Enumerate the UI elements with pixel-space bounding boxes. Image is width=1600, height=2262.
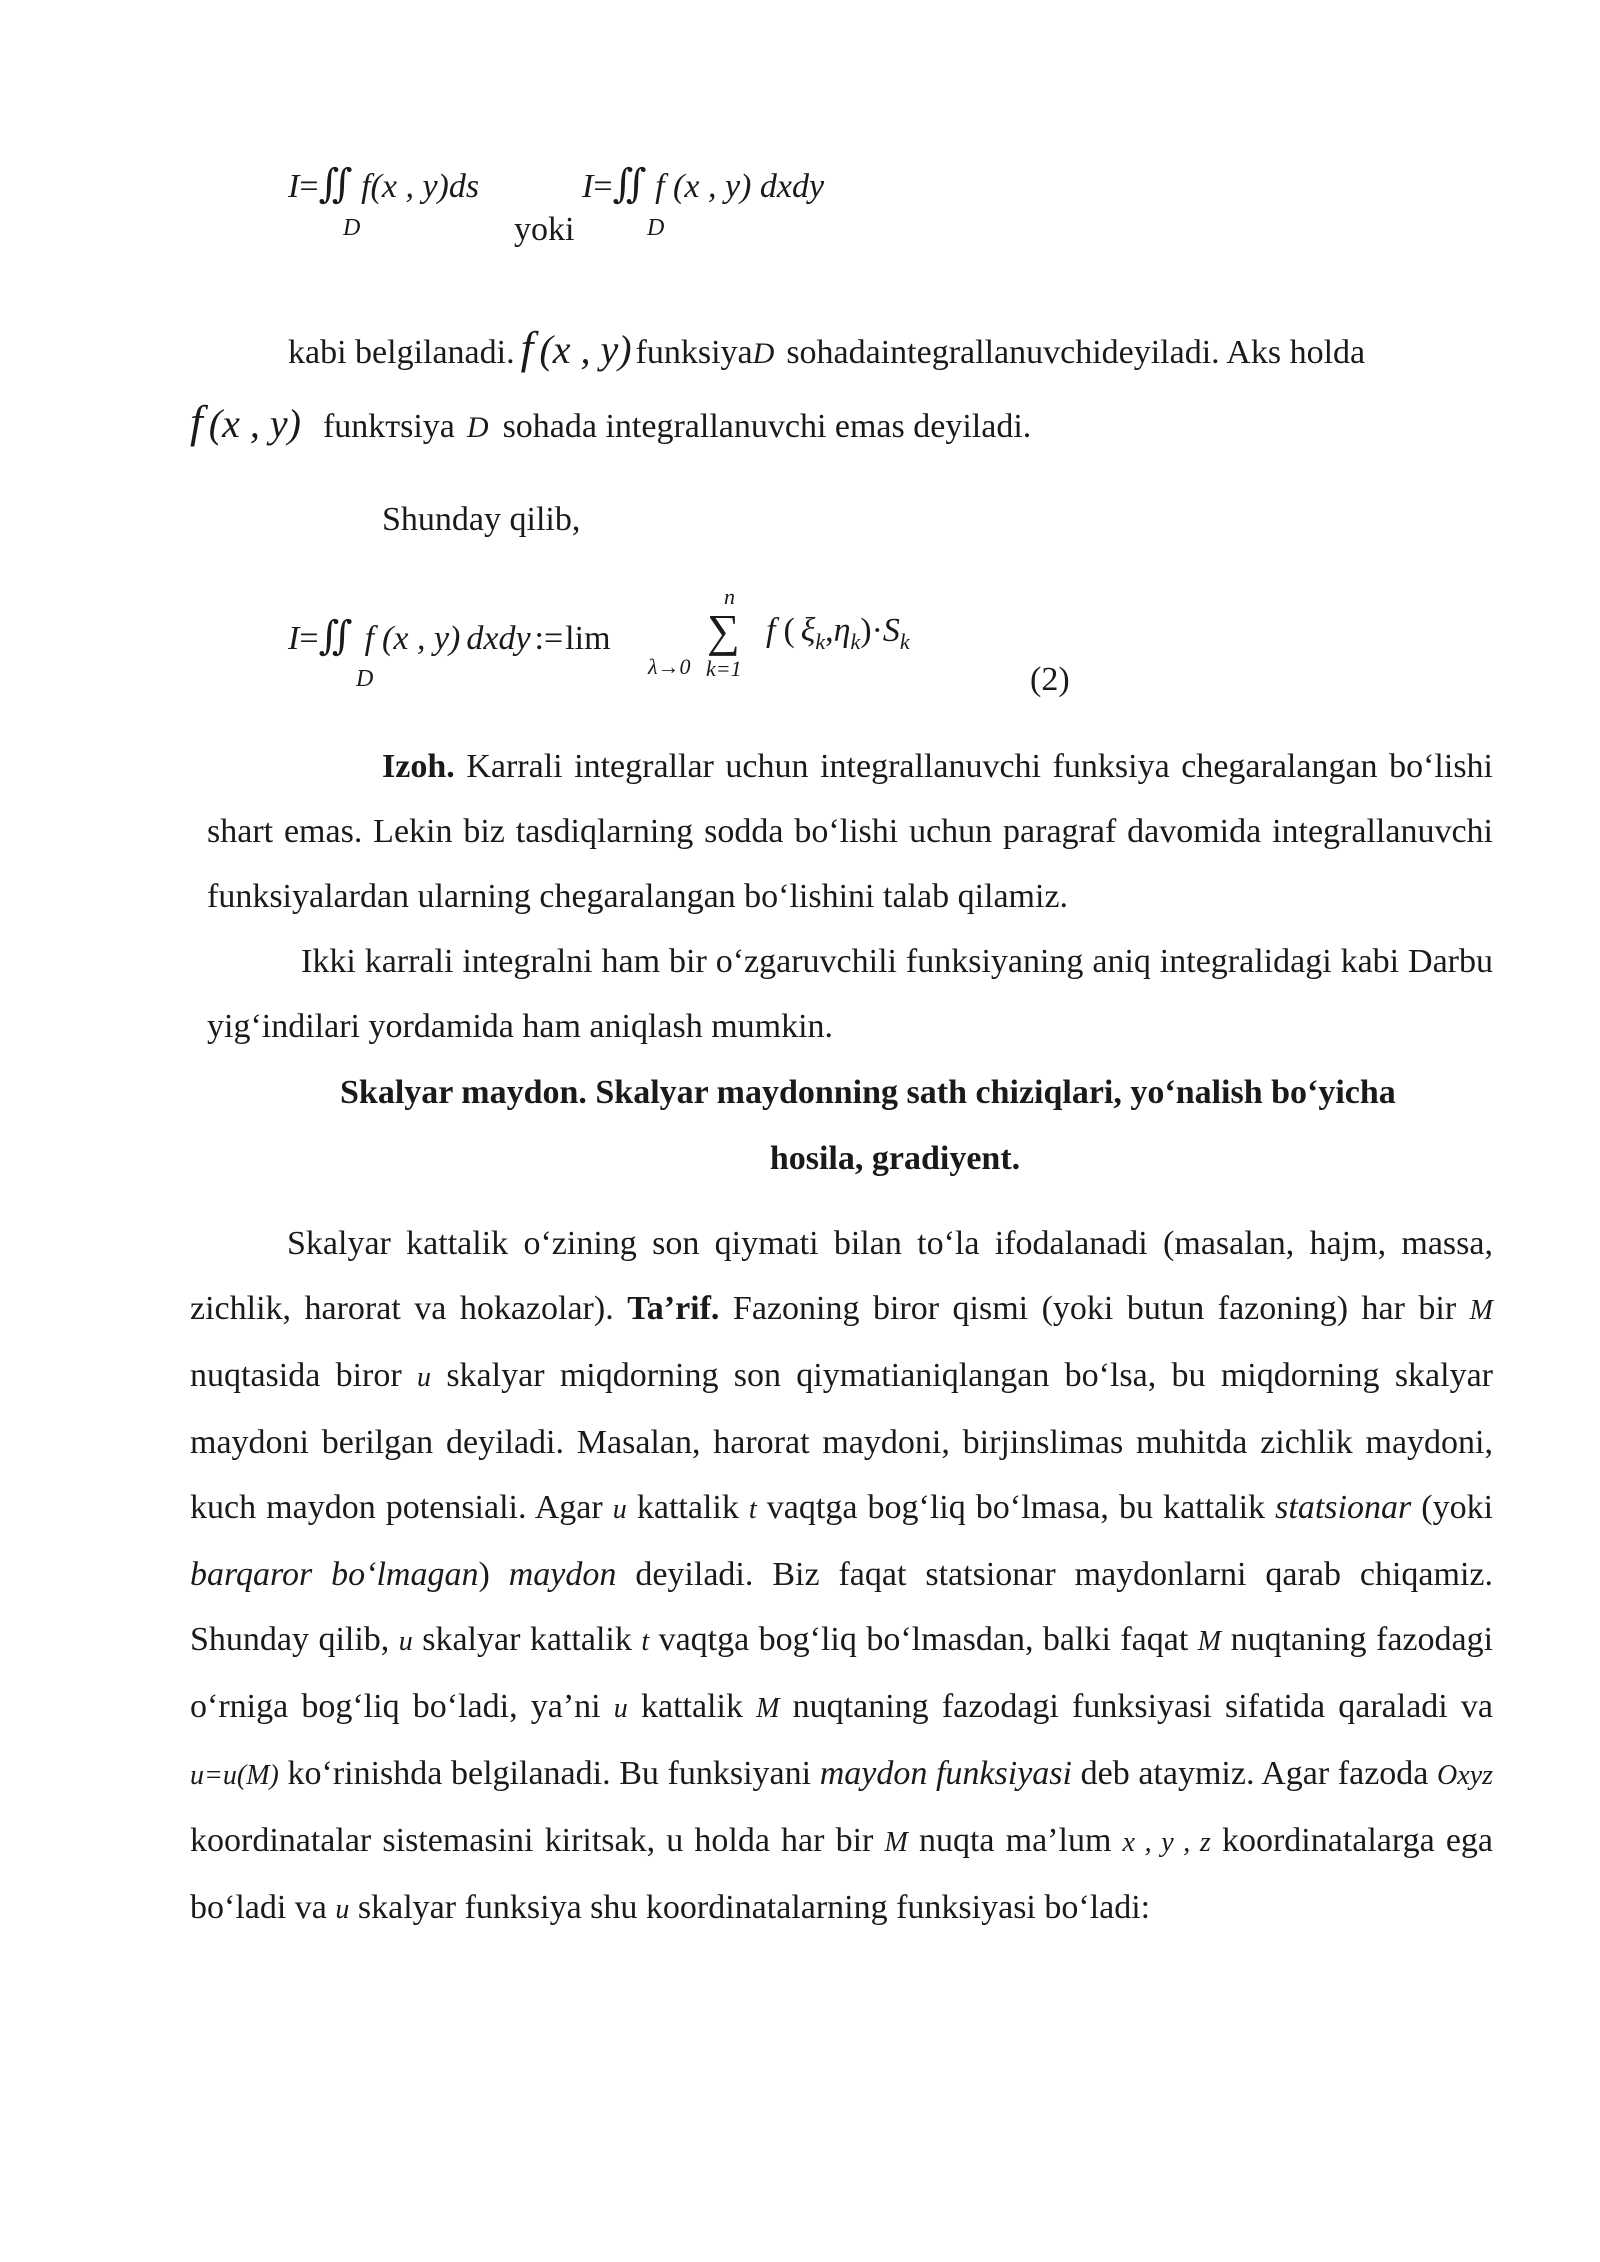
formula-lhs: I [582, 168, 594, 205]
body-text: (yoki [1421, 1489, 1494, 1526]
var-m: M [756, 1693, 780, 1724]
body-text: kattalik [636, 1489, 739, 1526]
izoh-text: Karrali integrallar uchun integrallanuvchi funksiya chegaralangan bo‘lishi shart emas. Lekin biz tasdiqlarning sodda bo‘lishi uchun paragraf davomida integrallanuvchi funksiyalardan ularning chegaralangan bo‘lishini talab qilamiz. [207, 748, 1494, 915]
term-f: f [766, 612, 776, 649]
double-integral-symbol: ∬ [612, 161, 647, 206]
body-text: nuqtaning fazodagi o‘rniga bog‘liq bo‘ladi, ya’ni [190, 1621, 1494, 1725]
term-paren-close: )· [860, 612, 883, 649]
function-args: (x , y) [208, 401, 301, 446]
double-integral-symbol: ∬ [318, 613, 353, 658]
body-text: koordinatalar sistemasini kiritsak, u holda har bir [190, 1822, 874, 1859]
body-text: vaqtga bog‘liq bo‘lmasa, bu kattalik [766, 1489, 1266, 1526]
formula-f: f [361, 168, 371, 205]
domain-d: D [466, 411, 489, 444]
definition-line-2 [190, 396, 1032, 450]
body-text: nuqtasida biror [190, 1357, 402, 1394]
limit-subscript: λ→0 [648, 654, 691, 679]
izoh-paragraph [207, 734, 1493, 929]
formula-differential: dxdy [466, 620, 531, 657]
formula-definition-2 [288, 612, 611, 659]
var-u: u [612, 1494, 627, 1525]
body-text: skalyar miqdorning son qiymatianiqlangan bo‘lsa, bu miqdorning skalyar maydoni berilgan deyiladi. Masalan, harorat maydoni, birjinslimas muhitda zichlik maydoni, kuch maydon potensiali. Agar [190, 1357, 1493, 1526]
body-text: nuqta ma’lum [918, 1822, 1112, 1859]
sum-term [766, 612, 910, 654]
body-text: nuqtaning fazodagi funksiyasi sifatida qaraladi va [792, 1688, 1494, 1725]
body-text: ko‘rinishda belgilanadi. Bu funksiyani [287, 1755, 812, 1792]
formula-eq: = [593, 168, 613, 205]
term-s: S [882, 612, 900, 649]
formula-integral-ds [288, 160, 479, 207]
text-segment: kabi belgilanadi. [288, 334, 515, 371]
definition-line-1 [288, 322, 1494, 376]
coordinate-system-oxyz: Oxyz [1437, 1760, 1494, 1791]
formula-args: (x , y) [673, 168, 752, 205]
darbu-paragraph: Ikki karrali integralni ham bir o‘zgaruvchili funksiyaning aniq integralidagi kabi Darbu yig‘indilari yordamida ham aniqlash mumkin. [207, 943, 1493, 1045]
term-statsionar: statsionar [1275, 1489, 1412, 1526]
heading-line-1: Skalyar maydon. Skalyar maydonning sath chiziqlari, yo‘nalish bo‘yicha [340, 1074, 1396, 1111]
sum-symbol: ∑ [707, 605, 740, 656]
formula-args: (x , y) [382, 620, 461, 657]
term-eta-subscript: k [850, 629, 861, 654]
sum-upper-limit: n [724, 584, 735, 609]
connector-yoki: yoki [514, 211, 575, 248]
izoh-label: Izoh. [382, 748, 455, 785]
body-text: kattalik [640, 1688, 743, 1725]
term-paren-open: ( [783, 612, 795, 649]
formula-eq: = [299, 168, 319, 205]
body-text: koordinatalarga ega bo‘ladi va [190, 1822, 1493, 1926]
var-u: u [613, 1693, 628, 1724]
formula-assign: := [534, 620, 564, 657]
formula-integral-dxdy [582, 160, 824, 207]
term-eta: η [833, 612, 851, 649]
body-text: skalyar funksiya shu koordinatalarning funksiyasi bo‘ladi: [357, 1889, 1151, 1926]
formula-lhs: I [288, 168, 300, 205]
function-args: (x , y) [539, 327, 632, 372]
var-t: t [748, 1494, 757, 1525]
coordinates-xyz: x , y , z [1122, 1827, 1211, 1858]
body-text: vaqtga bog‘liq bo‘lmasdan, balki faqat [658, 1621, 1189, 1658]
body-text: Fazoning biror qismi (yoki butun fazoning) har bir [732, 1290, 1457, 1327]
var-m: M [884, 1827, 908, 1858]
field-function-expression: u=u(M) [190, 1760, 279, 1791]
double-integral-symbol: ∬ [318, 161, 353, 206]
domain-d: D [752, 337, 775, 370]
body-text: deb ataymiz. Agar fazoda [1080, 1755, 1429, 1792]
formula-lhs: I [288, 620, 300, 657]
formula-differential: dxdy [759, 168, 825, 205]
body-text: ) [478, 1556, 490, 1593]
scalar-field-paragraph [190, 1211, 1493, 1942]
body-text: Skalyar kattalik o‘zining son qiymati bilan to‘la ifodalanadi (masalan, hajm, massa, zichlik, harorat va hokazolar). [190, 1225, 1493, 1327]
term-xi-subscript: k [815, 629, 826, 654]
formula-eq: = [299, 620, 319, 657]
var-u: u [335, 1894, 350, 1925]
formula-domain-d: D [356, 666, 374, 692]
term-barqaror: barqaror bo‘lmagan [190, 1556, 479, 1593]
var-u: u [417, 1362, 432, 1393]
equation-number: (2) [1030, 661, 1070, 698]
term-xi: ξ [800, 612, 816, 649]
formula-f: f [364, 620, 375, 657]
function-f: f [520, 322, 534, 373]
term-maydon: maydon [508, 1556, 617, 1593]
term-s-subscript: k [899, 629, 910, 654]
body-text: skalyar kattalik [422, 1621, 632, 1658]
var-u: u [398, 1626, 413, 1657]
limit-operator: lim [565, 620, 611, 657]
var-m: M [1469, 1295, 1493, 1326]
heading-line-2: hosila, gradiyent. [769, 1140, 1021, 1177]
function-f: f [190, 396, 203, 447]
body-text: deyiladi. Biz faqat statsionar maydonlarni qarab chiqamiz. Shunday qilib, [190, 1556, 1494, 1658]
definition-label: Ta’rif. [627, 1290, 720, 1327]
formula-domain-d: D [647, 215, 665, 241]
text-segment: sohadaintegrallanuvchideyiladi. Aks holda [786, 334, 1366, 371]
text-segment: funksiya [635, 334, 753, 371]
formula-f: f [655, 168, 665, 205]
formula-domain-d: D [343, 215, 361, 241]
formula-args: (x , y) [370, 168, 449, 205]
text-segment: funkтsiya [322, 408, 455, 445]
term-comma: , [825, 612, 834, 649]
term-maydon-funksiyasi: maydon funksiyasi [819, 1755, 1072, 1792]
shunday-qilib-text: Shunday qilib, [382, 501, 581, 538]
var-m: M [1197, 1626, 1222, 1657]
section-heading [190, 1060, 1490, 1192]
formula-differential: ds [448, 168, 480, 205]
sum-lower-limit: k=1 [706, 656, 742, 681]
var-t: t [641, 1626, 650, 1657]
text-segment: sohada integrallanuvchi emas deyiladi. [502, 408, 1032, 445]
